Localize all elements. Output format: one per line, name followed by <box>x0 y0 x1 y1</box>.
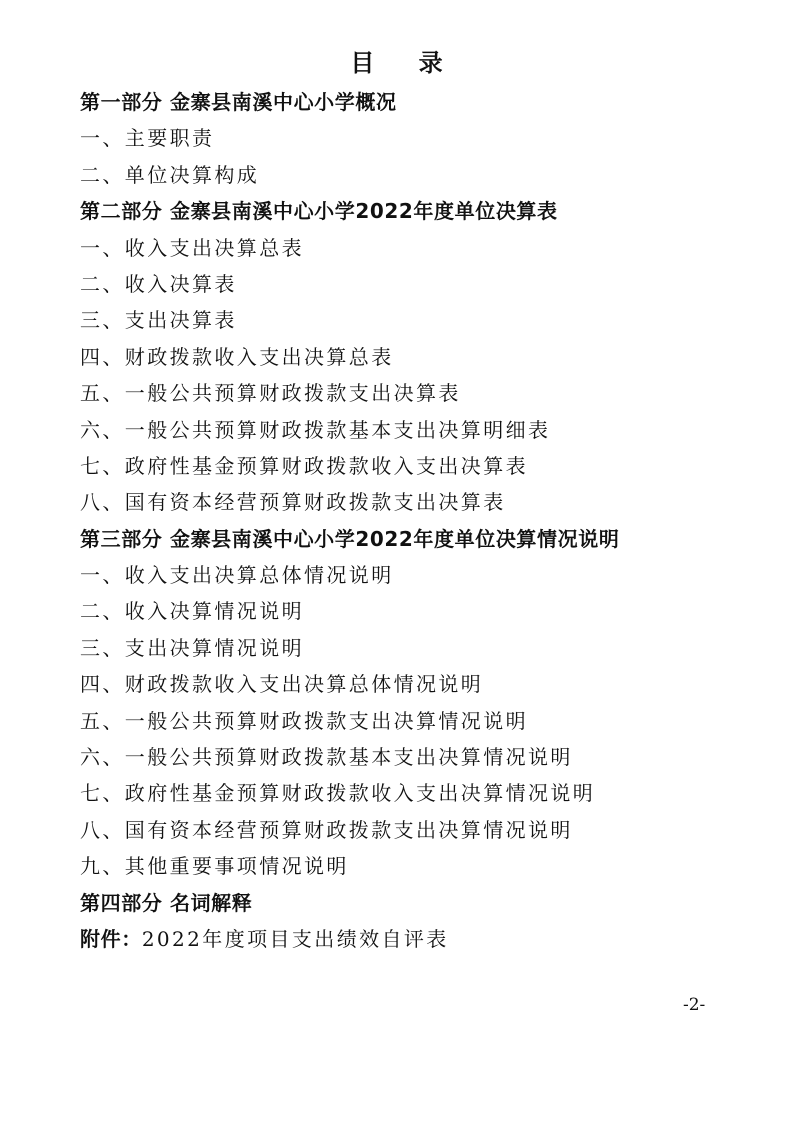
toc-item: 九、其他重要事项情况说明 <box>80 854 349 879</box>
toc-part-1: 第一部分 金寨县南溪中心小学概况 <box>80 90 397 114</box>
toc-item: 一、主要职责 <box>80 126 215 151</box>
toc-item: 八、国有资本经营预算财政拨款支出决算情况说明 <box>80 817 573 842</box>
toc-item: 一、收入支出决算总表 <box>80 235 304 260</box>
table-of-contents <box>80 84 740 957</box>
toc-title: 目 录 <box>350 48 461 77</box>
toc-part-4: 第四部分 名词解释 <box>80 890 253 915</box>
attachment-label: 附件： <box>80 926 142 951</box>
toc-item: 七、政府性基金预算财政拨款收入支出决算表 <box>80 453 528 478</box>
toc-item: 五、一般公共预算财政拨款支出决算情况说明 <box>80 708 528 733</box>
toc-item: 二、单位决算构成 <box>80 162 260 187</box>
toc-item: 五、一般公共预算财政拨款支出决算表 <box>80 381 461 406</box>
toc-attachment <box>80 921 740 957</box>
page-number: -2- <box>683 995 706 1015</box>
toc-item: 三、支出决算表 <box>80 308 237 333</box>
toc-item: 三、支出决算情况说明 <box>80 635 304 660</box>
toc-item: 六、一般公共预算财政拨款基本支出决算明细表 <box>80 417 551 442</box>
toc-item: 四、财政拨款收入支出决算总体情况说明 <box>80 672 484 697</box>
toc-part-2: 第二部分 金寨县南溪中心小学2022年度单位决算表 <box>80 199 558 224</box>
toc-item: 七、政府性基金预算财政拨款收入支出决算情况说明 <box>80 781 596 806</box>
toc-item: 二、收入决算情况说明 <box>80 599 304 624</box>
toc-item: 八、国有资本经营预算财政拨款支出决算表 <box>80 490 506 515</box>
toc-part-3: 第三部分 金寨县南溪中心小学2022年度单位决算情况说明 <box>80 526 620 551</box>
toc-item: 六、一般公共预算财政拨款基本支出决算情况说明 <box>80 745 573 770</box>
toc-item: 四、财政拨款收入支出决算总表 <box>80 344 394 369</box>
toc-item: 一、收入支出决算总体情况说明 <box>80 563 394 588</box>
toc-item: 二、收入决算表 <box>80 271 237 296</box>
attachment-text: 2022年度项目支出绩效自评表 <box>141 926 449 951</box>
